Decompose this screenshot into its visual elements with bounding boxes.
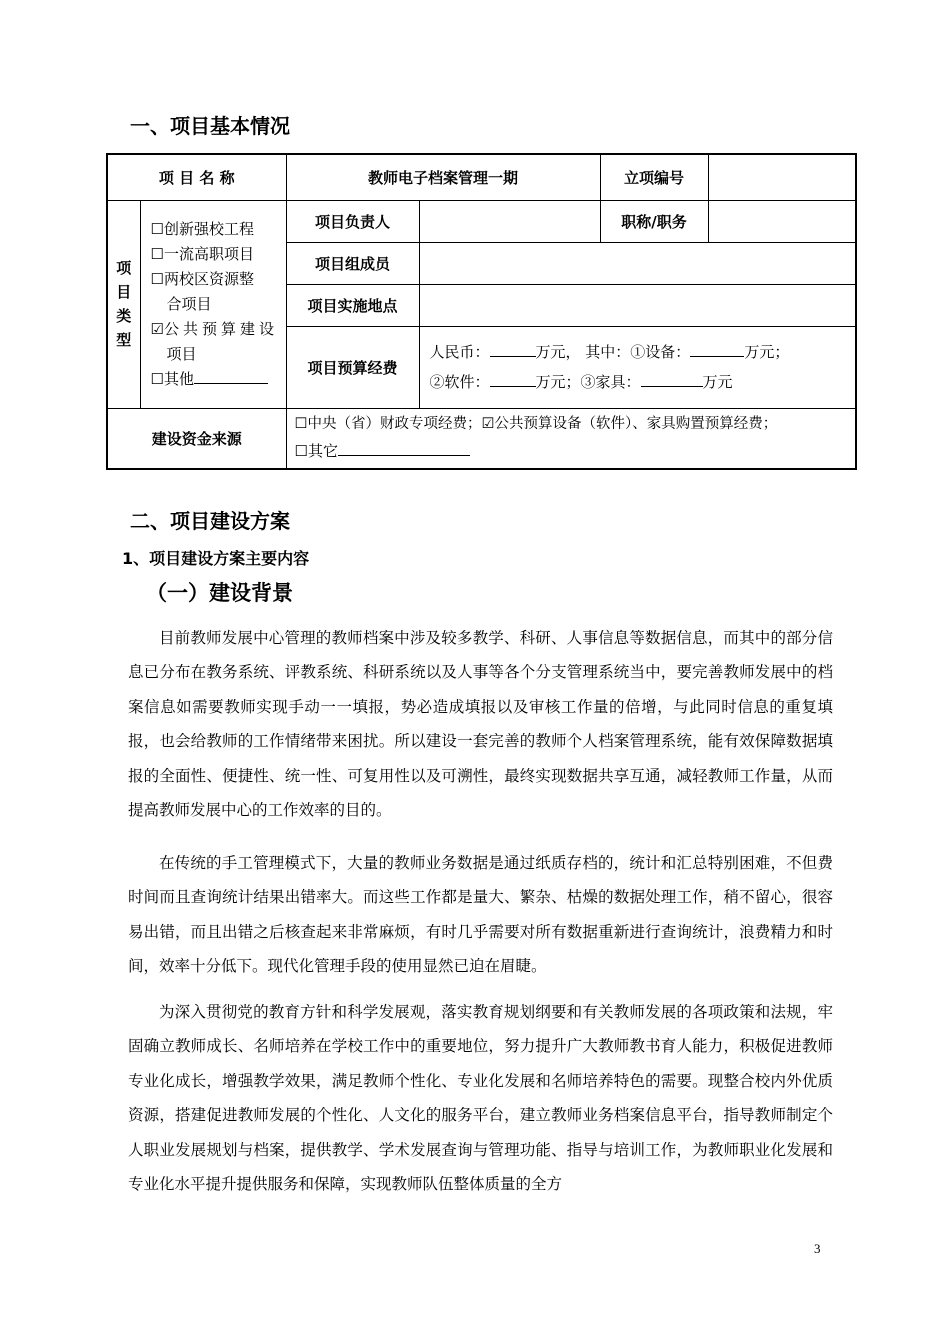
funding-source-label: 建设资金来源: [107, 408, 286, 469]
type-option-campus-merge[interactable]: ☐两校区资源整: [150, 269, 254, 288]
members-label: 项目组成员: [286, 242, 419, 284]
project-name-label: 项 目 名 称: [107, 154, 286, 200]
job-title-value[interactable]: [708, 200, 856, 242]
location-value[interactable]: [419, 284, 856, 326]
paragraph-3: 为深入贯彻党的教育方针和科学发展观，落实教育规划纲要和有关教师发展的各项政策和法规，牢固确立教师成长、名师培养在学校工作中的重要地位，努力提升广大教师教书育人能力，积极促进教师专业化成长，增强教学效果，满足教师个性化、专业化发展和名师培养特色的需要。现整合校内外优质资源，搭建促进教师发展的个性化、人文化的服务平台，建立教师业务档案信息平台，指导教师制定个人职业发展规划与档案，提供教学、学术发展查询与管理功能、指导与培训工作，为教师职业化发展和专业化水平提升提供服务和保障，实现教师队伍整体质量的全方: [128, 1003, 833, 1194]
project-type-options: [140, 200, 286, 408]
job-title-label: 职称/职务: [600, 200, 708, 242]
paragraph-2: 在传统的手工管理模式下，大量的教师业务数据是通过纸质存档的，统计和汇总特别困难，不但费时间而且查询统计结果出错率大。而这些工作都是量大、繁杂、枯燥的数据处理工作，稍不留心，很容易出错，而且出错之后核查起来非常麻烦，有时几乎需要对所有数据重新进行查询统计，浪费精力和时间，效率十分低下。现代化管理手段的使用显然已迫在眉睫。: [128, 854, 833, 976]
type-option-innovation[interactable]: ☐创新强校工程: [150, 219, 254, 238]
leader-label: 项目负责人: [286, 200, 419, 242]
project-type-label: 项 目 类 型: [107, 200, 140, 408]
type-option-campus-merge-cont: 合项目: [166, 294, 212, 313]
paragraph-1: 目前教师发展中心管理的教师档案中涉及较多教学、科研、人事信息等数据信息，而其中的部分信息已分布在教务系统、评教系统、科研系统以及人事等各个分支管理系统当中，要完善教师发展中的档案信息如需要教师实现手动一一填报，势必造成填报以及审核工作量的倍增，与此同时信息的重复填报，也会给教师的工作情绪带来困扰。所以建设一套完善的教师个人档案管理系统，能有效保障数据填报的全面性、便捷性、统一性、可复用性以及可溯性，最终实现数据共享互通，减轻教师工作量，从而提高教师发展中心的工作效率的目的。: [128, 629, 833, 820]
project-id-label: 立项编号: [600, 154, 708, 200]
project-id-value: [708, 154, 856, 200]
funding-source-value: ☐中央（省）财政专项经费；☑公共预算设备（软件）、家具购置预算经费； ☐其它: [286, 408, 856, 469]
project-name-value: 教师电子档案管理一期: [286, 154, 600, 200]
project-info-table: [106, 153, 857, 470]
type-option-public-budget-cont: 项目: [166, 344, 197, 363]
section-1-title: 一、项目基本情况: [130, 114, 290, 138]
budget-value: 人民币： 万元， 其中：①设备： 万元； ②软件： 万元；③家具： 万元: [419, 326, 856, 408]
leader-value[interactable]: [419, 200, 600, 242]
section-2-title: 二、项目建设方案: [130, 509, 290, 533]
type-option-first-class[interactable]: ☐一流高职项目: [150, 244, 254, 263]
location-label: 项目实施地点: [286, 284, 419, 326]
subsection-background-title: （一）建设背景: [146, 581, 293, 605]
type-option-other[interactable]: ☐其他: [151, 367, 286, 392]
budget-label: 项目预算经费: [286, 326, 419, 408]
page-number: 3: [814, 1241, 821, 1256]
subsection-1-title: 1、项目建设方案主要内容: [122, 549, 310, 568]
type-option-public-budget[interactable]: ☑公共预算建设: [150, 319, 278, 338]
members-value[interactable]: [419, 242, 856, 284]
